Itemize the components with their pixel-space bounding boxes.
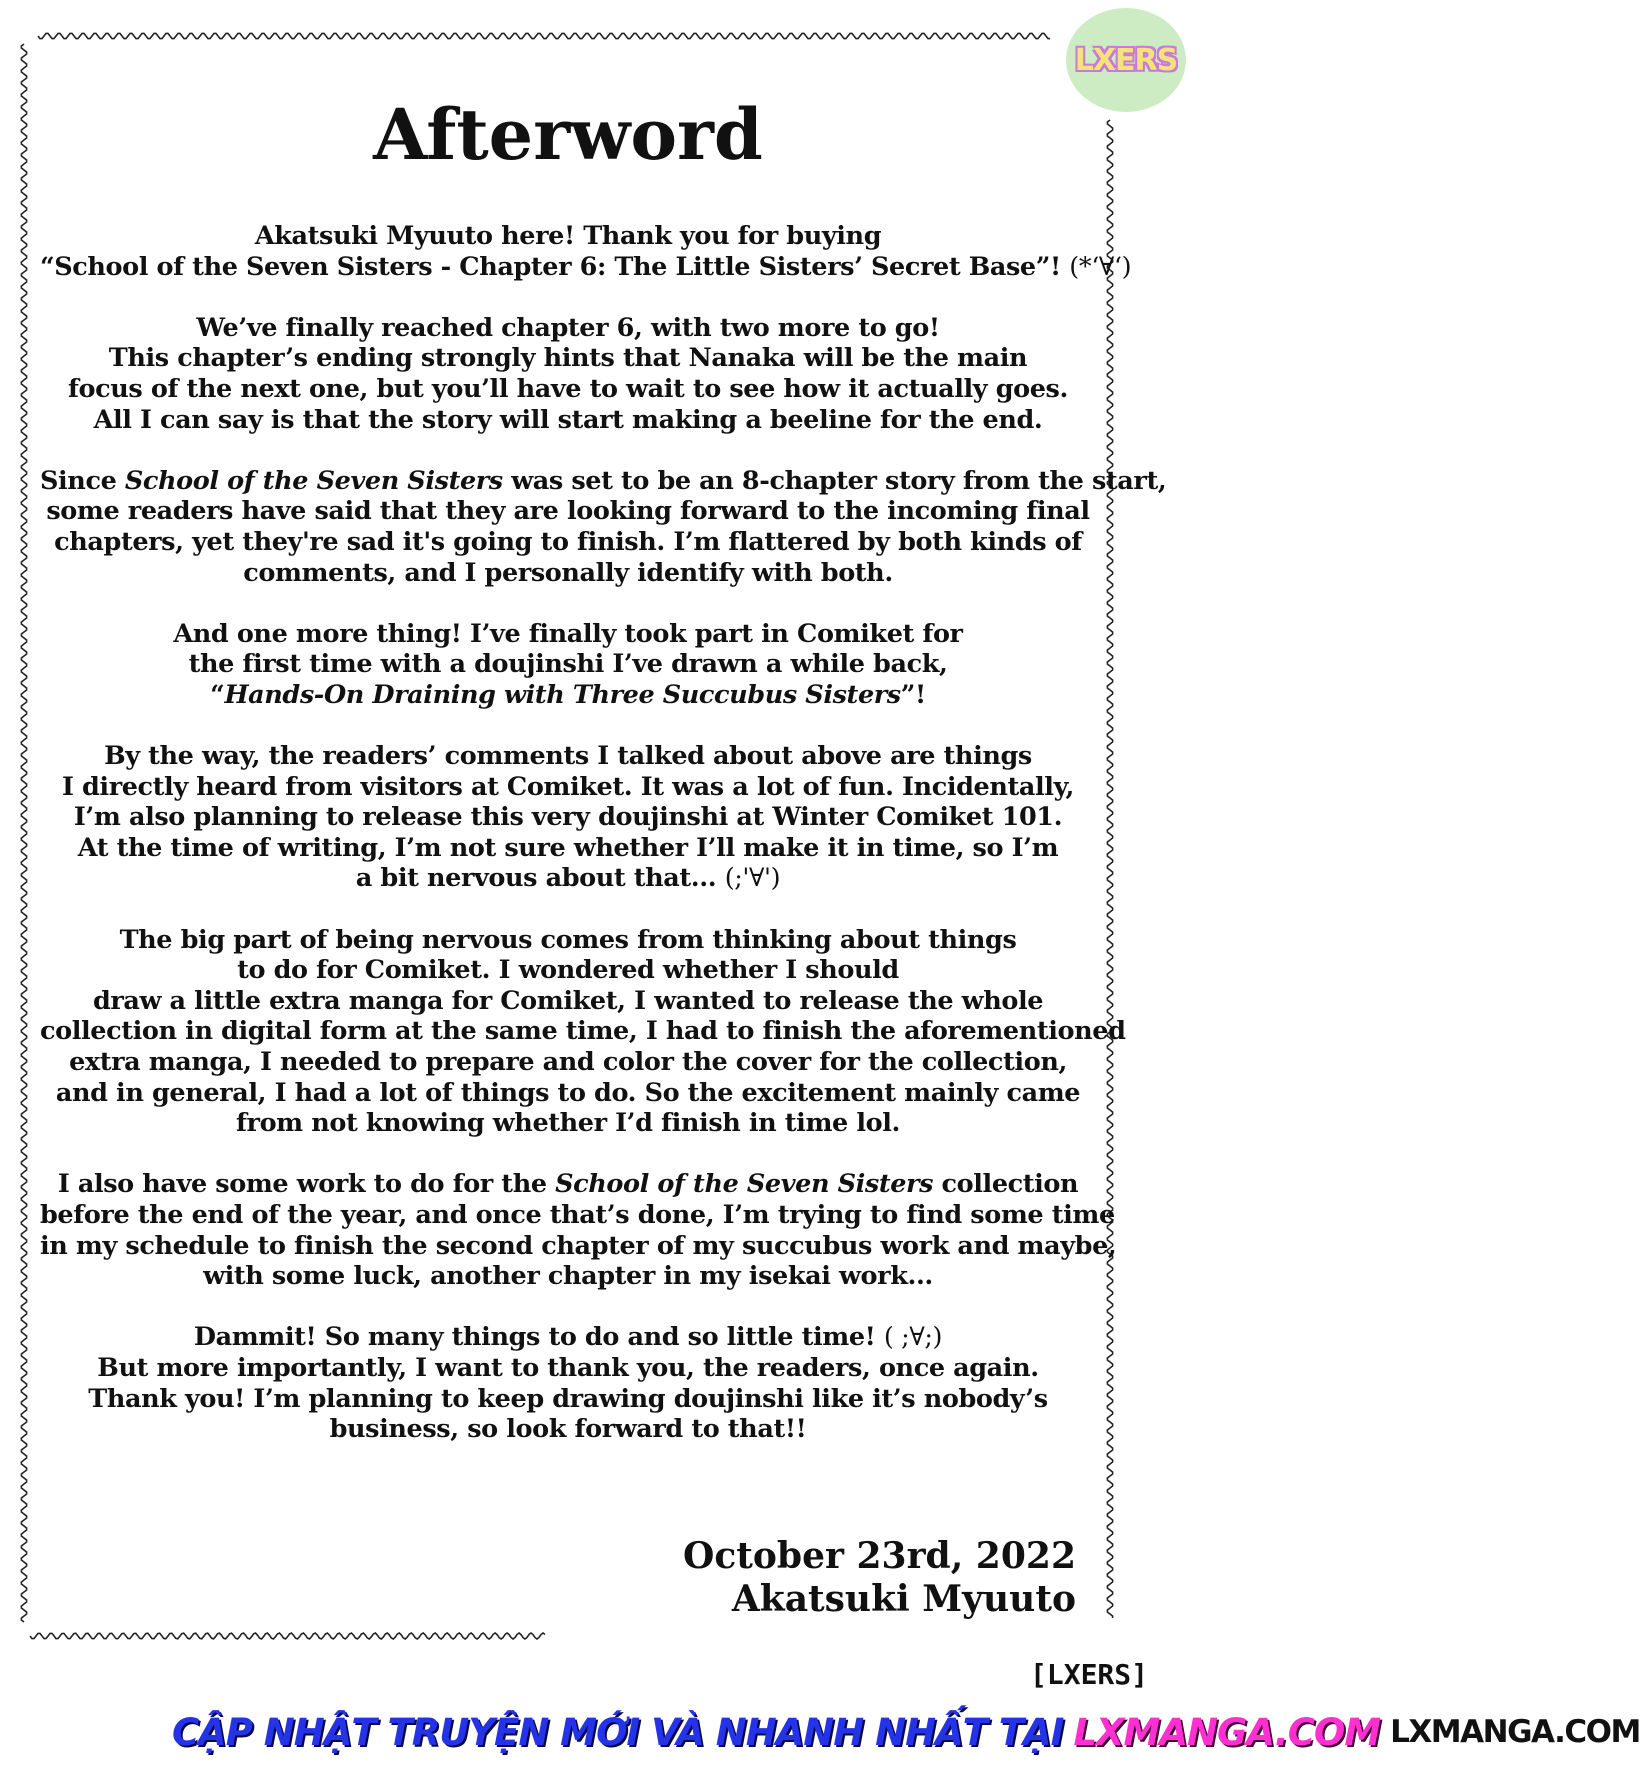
text-line (40, 465, 1167, 497)
text-segment: But more importantly, I want to thank you, the readers, once again. (97, 1352, 1039, 1383)
text-line (40, 619, 1096, 650)
text-segment: the first time with a doujinshi I’ve drawn a while back, (188, 649, 948, 680)
text-segment: Since (40, 465, 125, 496)
text-segment: Akatsuki Myuuto here! Thank you for buying (254, 221, 882, 251)
text-segment: was set to be an 8-chapter story from the start, (502, 465, 1167, 496)
italic-title: Hands-On Draining with Three Succubus Sisters (224, 679, 901, 710)
text-line (40, 343, 1096, 374)
text-segment: collection in digital form at the same time, I had to finish the aforementioned (40, 1016, 1126, 1047)
text-line (40, 405, 1096, 436)
text-segment: draw a little extra manga for Comiket, I wanted to release the whole (92, 985, 1044, 1016)
text-segment: At the time of writing, I’m not sure whether I’ll make it in time, so I’m (77, 832, 1059, 863)
paragraph (40, 1169, 1117, 1292)
lxers-logo-text: LXERS (1074, 42, 1178, 78)
text-segment: before the end of the year, and once that’s done, I’m trying to find some time (40, 1200, 1115, 1230)
text-segment: ”! (900, 679, 926, 710)
text-segment: By the way, the readers’ comments I talked about above are things (104, 741, 1032, 772)
text-segment: We’ve finally reached chapter 6, with two more to go! (196, 312, 940, 343)
text-line (40, 833, 1096, 864)
text-segment: extra manga, I needed to prepare and color the cover for the collection, (69, 1047, 1067, 1078)
paragraph (40, 1322, 1096, 1444)
text-line (40, 496, 1096, 527)
text-line (40, 649, 1096, 680)
text-segment: business, so look forward to that!! (329, 1414, 807, 1445)
text-segment: Thank you! I’m planning to keep drawing doujinshi like it’s nobody’s (88, 1383, 1048, 1414)
text-line (40, 986, 1096, 1017)
text-line (40, 221, 1096, 252)
text-line (40, 955, 1096, 986)
paragraph (40, 465, 1167, 588)
text-segment: The big part of being nervous comes from thinking about things (119, 924, 1017, 955)
text-line (40, 313, 1096, 344)
text-line (40, 251, 1132, 283)
text-segment: with some luck, another chapter in my isekai work... (203, 1261, 933, 1292)
text-line (40, 374, 1096, 405)
text-segment: some readers have said that they are looking forward to the incoming final (46, 496, 1090, 527)
emoticon: (*‘∀‘) (1069, 251, 1132, 282)
text-line (40, 925, 1096, 956)
text-line (40, 741, 1096, 772)
text-line (40, 863, 1096, 894)
text-line (40, 1047, 1096, 1078)
text-segment: “ (210, 679, 225, 710)
lxers-tag: [LXERS] (1030, 1658, 1149, 1691)
text-segment: I also have some work to do for the (57, 1169, 556, 1200)
text-segment: This chapter’s ending strongly hints that Nanaka will be the main (108, 343, 1028, 374)
text-line (40, 1169, 1096, 1200)
text-line (40, 680, 1096, 711)
text-segment: in my schedule to finish the second chapter of my succubus work and maybe, (40, 1230, 1117, 1261)
banner-text: CẬP NHẬT TRUYỆN MỚI VÀ NHANH NHẤT TẠI (172, 1710, 1064, 1754)
text-segment: chapters, yet they're sad it's going to finish. I’m flattered by both kinds of (54, 526, 1082, 557)
text-segment: All I can say is that the story will start making a beeline for the end. (93, 404, 1043, 435)
emoticon: (;'∀') (724, 863, 781, 894)
text-segment: a bit nervous about that... (355, 863, 725, 894)
text-segment: collection (933, 1169, 1079, 1200)
text-line (40, 1322, 1096, 1353)
text-segment: comments, and I personally identify with both. (243, 557, 893, 588)
paragraph (40, 924, 1126, 1139)
text-line (40, 1230, 1117, 1262)
text-line (40, 1414, 1096, 1445)
paragraph (40, 741, 1096, 894)
footer-banner[interactable] (172, 1706, 1640, 1758)
signature-date: October 23rd, 2022 (683, 1535, 1076, 1577)
text-line (40, 1353, 1096, 1384)
paragraph (40, 221, 1132, 282)
text-segment: I’m also planning to release this very doujinshi at Winter Comiket 101. (73, 802, 1063, 833)
paragraph (40, 313, 1096, 435)
text-segment: to do for Comiket. I wondered whether I should (237, 955, 899, 986)
text-line (40, 1261, 1096, 1292)
text-segment: “School of the Seven Sisters - Chapter 6: The Little Sisters’ Secret Base”! (40, 251, 1070, 282)
emoticon: ( ;∀;) (883, 1322, 943, 1353)
text-line (40, 558, 1096, 589)
text-line (40, 1016, 1126, 1047)
text-segment: and in general, I had a lot of things to do. So the excitement mainly came (55, 1077, 1081, 1108)
text-line (40, 527, 1096, 558)
text-segment: from not knowing whether I’d finish in time lol. (235, 1108, 901, 1139)
text-line (40, 1200, 1115, 1231)
italic-title: School of the Seven Sisters (124, 465, 503, 496)
signature-block (683, 1535, 1076, 1621)
banner-site-link[interactable]: LXMANGA.COM (1073, 1710, 1381, 1754)
paragraph (40, 619, 1096, 711)
text-segment: I directly heard from visitors at Comiket. It was a lot of fun. Incidentally, (61, 771, 1075, 802)
text-line (40, 802, 1096, 833)
signature-author: Akatsuki Myuuto (731, 1578, 1076, 1620)
italic-title: School of the Seven Sisters (555, 1169, 934, 1200)
text-line (40, 772, 1096, 803)
text-segment: And one more thing! I’ve finally took part in Comiket for (173, 618, 963, 649)
banner-site-link-alt[interactable]: LXMANGA.COM (1390, 1714, 1640, 1750)
afterword-body (40, 221, 1167, 1475)
text-line (40, 1384, 1096, 1415)
page-title: Afterword (373, 93, 763, 176)
text-line (40, 1108, 1096, 1139)
text-line (40, 1078, 1096, 1109)
text-segment: focus of the next one, but you’ll have to wait to see how it actually goes. (67, 373, 1068, 404)
text-segment: Dammit! So many things to do and so little time! (193, 1322, 884, 1353)
